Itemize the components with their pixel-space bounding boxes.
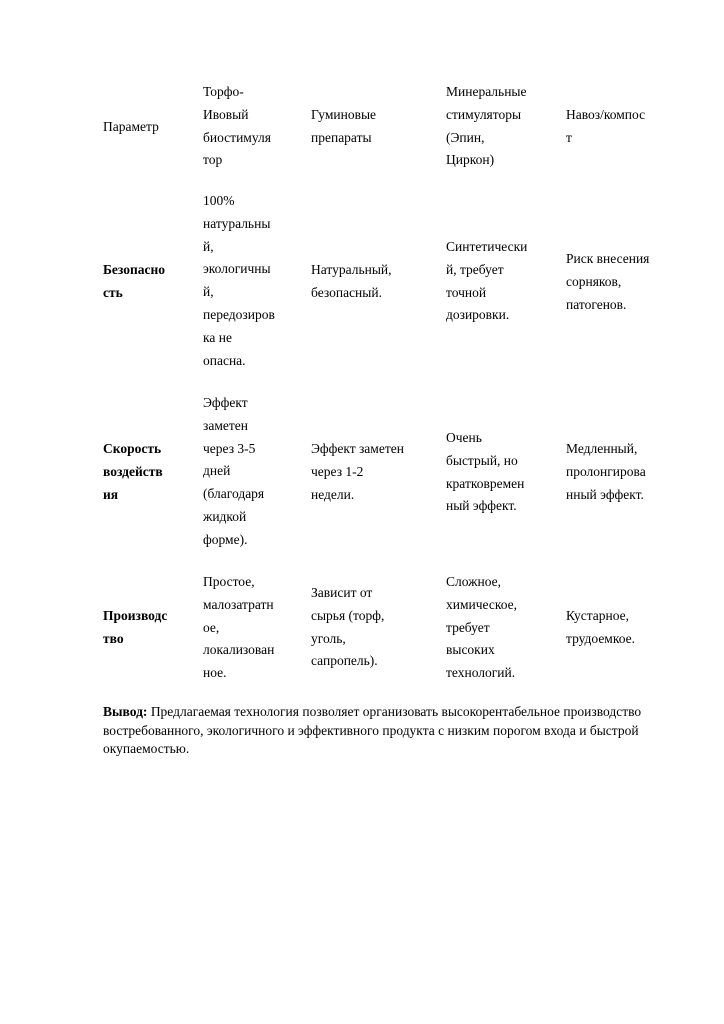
header-peat-willow-biostimulator: Торфо- Ивовый биостимуля тор: [203, 84, 271, 168]
header-parameter: Параметр: [103, 119, 159, 134]
header-humic-preparations: Гуминовые препараты: [311, 107, 377, 145]
safety-col3: Синтетически й, требует точной дозировки.: [446, 239, 528, 323]
header-mineral-stimulators: Минеральные стимуляторы (Эпин, Циркон): [446, 84, 527, 168]
speed-col3: Очень быстрый, но кратковремен ный эффект.: [446, 430, 525, 514]
production-col2: Зависит от сырья (торф, уголь, сапропель).: [311, 585, 385, 669]
production-col1: Простое, малозатратн ое, локализован ное.: [203, 574, 275, 681]
conclusion-label: Вывод:: [103, 704, 148, 719]
header-manure-compost: Навоз/компос т: [566, 107, 646, 145]
row-label-production: Производс тво: [103, 608, 168, 646]
safety-col4: Риск внесения сорняков, патогенов.: [566, 251, 650, 312]
row-label-safety: Безопасно сть: [103, 262, 166, 300]
production-col4: Кустарное, трудоемкое.: [566, 608, 636, 646]
row-label-speed: Скорость воздейств ия: [103, 441, 163, 502]
conclusion-text: Предлагаемая технология позволяет организовать высокорентабельное производство востребованного, экологичного и эффективного продукта с низким порогом входа и быстрой окупаемостью.: [103, 704, 642, 756]
conclusion-paragraph: [103, 703, 663, 759]
safety-col2: Натуральный, безопасный.: [311, 262, 392, 300]
speed-col1: Эффект заметен через 3-5 дней (благодаря жидкой форме).: [203, 395, 265, 547]
speed-col4: Медленный, пролонгирова нный эффект.: [566, 441, 646, 502]
production-col3: Сложное, химическое, требует высоких технологий.: [446, 574, 518, 681]
safety-col1: 100% натуральны й, экологичны й, передозиров ка не опасна.: [203, 193, 275, 368]
speed-col2: Эффект заметен через 1-2 недели.: [311, 441, 404, 502]
